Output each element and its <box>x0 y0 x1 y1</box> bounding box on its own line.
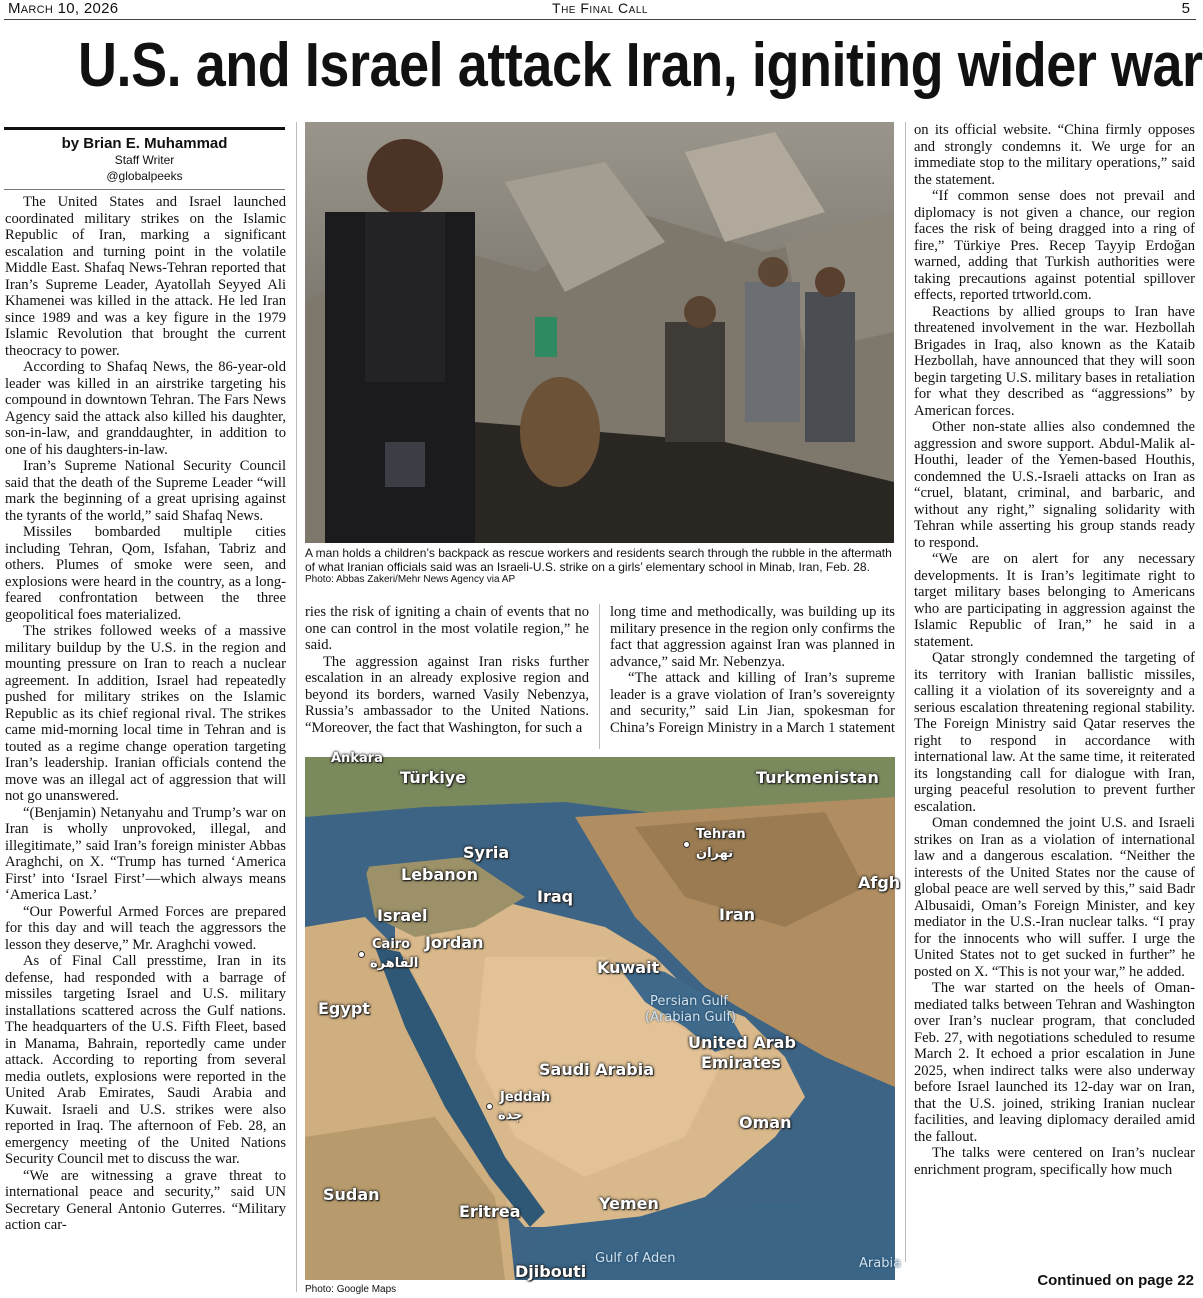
paragraph: Oman condemned the joint U.S. and Israeli strikes on Iran as a violation of international law and a dangerous escalation. “Neither the interests of the United States nor the cause of global peace are well served by this,” said Badr Albusaidi, Oman’s Foreign Minister, and key mediator in the U.S.-Iran nuclear talks. “I pray for the innocents who will suffer. I urge the United States not to get sucked in further” he posted on X. “This is not your war,” he added. <box>914 815 1195 980</box>
paragraph: Missiles bombarded multiple cities including Tehran, Qom, Isfahan, Tabriz and others. Plumes of smoke were seen, and explosions were heard in the country, as a long-feared confrontation between the three geopolitical foes materialized. <box>5 524 286 623</box>
map-credit: Photo: Google Maps <box>305 1284 397 1295</box>
paragraph: long time and methodically, was building up its military presence in the region only confirms the fact that aggression against Iran was planned in advance,” said Mr. Nebenzya. <box>610 604 895 670</box>
photo-caption: A man holds a children’s backpack as rescue workers and residents search through the rubble in the aftermath of what Iranian officials said was an Israeli-U.S. strike on a girls’ elementary school in Minab, Iran, Feb. 28. <box>305 546 892 574</box>
issue-date: March 10, 2026 <box>8 0 119 17</box>
cairo-marker <box>358 951 365 958</box>
map-label-turkmenistan: Turkmenistan <box>756 768 879 787</box>
byline-rule <box>4 189 285 190</box>
map-label-turkiye: Türkiye <box>400 768 467 787</box>
page-number: 5 <box>1181 0 1190 17</box>
map-label-arabian-gulf: (Arabian Gulf) <box>645 1010 737 1025</box>
folio-rule <box>4 19 1196 20</box>
middle-east-map <box>305 751 902 1281</box>
rubble-scene-image <box>305 122 894 543</box>
paragraph: The aggression against Iran risks further escalation in an already explosive region and beyond its borders, warned Vasily Nebenzya, Russia’s ambassador to the United Nations. “Moreover, the fact that Washington, for such a <box>305 653 589 736</box>
map-label-arabian-sea: Arabia <box>859 1256 902 1271</box>
map-label-sudan: Sudan <box>323 1185 380 1204</box>
map-label-iran: Iran <box>719 905 756 924</box>
byline-handle: @globalpeeks <box>106 169 183 183</box>
column-divider <box>905 122 906 1262</box>
paragraph: The war started on the heels of Oman-mediated talks between Tehran and Washington over Iran’s nuclear program, that concluded Feb. 27, with negotiations scheduled to resume March 2. It echoed a prior escalation in June 2025, when indirect talks were also underway before Israel launched its 12-day war on Iran, that the U.S. joined, striking Iranian nuclear facilities, and leaving diplomacy derailed amid the fallout. <box>914 980 1195 1145</box>
paragraph: “Our Powerful Armed Forces are prepared for this day and will teach the aggressors the lesson they deserve,” Mr. Araghchi vowed. <box>5 903 286 953</box>
map-label-djibouti: Djibouti <box>515 1262 587 1281</box>
map-label-oman: Oman <box>739 1113 792 1132</box>
map-label-afghanistan: Afgh <box>858 873 901 892</box>
paragraph: The strikes followed weeks of a massive military buildup by the U.S. in the region and mounting pressure on Iran to reach a nuclear agreement. In addition, Israel had repeatedly pushed for military strikes on the Islamic Republic as its chief regional rival. The strikes came mid-morning local time in Tehran and is touted as a regime change operation targeting Iran’s leadership. Iranian officials contend the move was an illegal act of aggression that will not go unanswered. <box>5 623 286 804</box>
paragraph: Other non-state allies also condemned the aggression and swore support. Abdul-Malik al-Houthi, leader of the Yemen-based Houthis, condemned the U.S.-Israeli attacks on Iran as “cruel, blatant, criminal, and barbaric, and without any right,” signaling solidarity with Tehran while asserting his group stands ready to respond. <box>914 419 1195 551</box>
jeddah-marker <box>486 1103 493 1110</box>
map-label-yemen: Yemen <box>599 1194 659 1213</box>
byline-author: by Brian E. Muhammad <box>61 135 228 152</box>
byline <box>4 127 285 184</box>
map-label-cairo: Cairo <box>372 937 411 952</box>
paragraph: “We are witnessing a grave threat to international peace and security,” said UN Secretary General Antonio Guterres. “Military action car- <box>5 1167 286 1233</box>
column-divider <box>599 604 600 749</box>
map-label-gulf-of-aden: Gulf of Aden <box>595 1251 676 1266</box>
map-label-uae-line1: United Arab <box>688 1033 796 1052</box>
paragraph: ries the risk of igniting a chain of events that no one can control in the most volatile region,” he said. <box>305 604 589 653</box>
map-label-kuwait: Kuwait <box>597 958 660 977</box>
paragraph: As of Final Call presstime, Iran in its defense, had responded with a barrage of missiles targeting Israel and U.S. military installations scattered across the Gulf nations. The headquarters of the U.S. Fifth Fleet, based in Manama, Bahrain, reportedly came under attack. According to reporting from several media outlets, explosions were reported in the United Arab Emirates, Saudi Arabia and Kuwait. Israeli and U.S. strikes were also reported in Iraq. The afternoon of Feb. 28, an emergency meeting of the United Nations Security Council met to discuss the war. <box>5 953 286 1167</box>
article-column-3 <box>610 604 895 749</box>
paragraph: “(Benjamin) Netanyahu and Trump’s war on Iran is wholly unprovoked, illegal, and illegitimate,” said Iran’s foreign minister Abbas Araghchi, on X. “Trump has turned ‘America First’ into ‘Israel First’—which always means ‘America Last.’ <box>5 804 286 903</box>
paragraph: The United States and Israel launched coordinated military strikes on the Islamic Republic of Iran, marking a significant escalation and turning point in the volatile Middle East. Shafaq News-Tehran reported that Iran’s Supreme Leader, Ayatollah Seyyed Ali Khamenei was killed in the attack. He led Iran since 1989 and was a key figure in the 1979 Islamic Revolution that brought the current theocracy to power. <box>5 194 286 359</box>
article-column-2 <box>305 604 589 749</box>
map-label-syria: Syria <box>463 843 510 862</box>
article-column-4 <box>914 122 1195 1262</box>
paragraph: Reactions by allied groups to Iran have threatened involvement in the war. Hezbollah Brigades in Iraq, also known as the Kataib Hezbollah, have announced that they will soon begin targeting U.S. military bases in retaliation for what they described as “aggressions” by American forces. <box>914 303 1195 419</box>
map-label-eritrea: Eritrea <box>459 1202 521 1221</box>
paragraph: The talks were centered on Iran’s nuclear enrichment program, specifically how much <box>914 1145 1195 1178</box>
map-label-iraq: Iraq <box>537 887 574 906</box>
map-label-saudi-arabia: Saudi Arabia <box>539 1060 655 1079</box>
paragraph: Iran’s Supreme National Security Council said that the death of the Supreme Leader “will mark the beginning of a great uprising against the tyrants of the world,” said Shafaq News. <box>5 458 286 524</box>
photo-caption-block <box>305 546 895 586</box>
map-label-tehran: Tehran <box>696 827 746 842</box>
column-divider <box>296 122 297 1292</box>
map-label-tehran-native: تهران <box>696 846 734 861</box>
map-label-persian-gulf: Persian Gulf <box>650 994 728 1009</box>
folio-bar <box>0 0 1200 20</box>
map-label-jeddah: Jeddah <box>500 1090 551 1105</box>
paragraph: on its official website. “China firmly opposes and strongly condemns it. We urge for an immediate stop to the military operations,” said the statement. <box>914 122 1195 188</box>
map-label-jordan: Jordan <box>425 933 484 952</box>
paragraph: Qatar strongly condemned the targeting of its territory with Iranian ballistic missiles, calling it a violation of its sovereignty and a serious escalation threatening regional stability. The Foreign Ministry said Qatar reserves the right to respond in accordance with international law. At the same time, it reiterated its longstanding call for dialogue with Iran, urging peaceful resolution to prevent further escalation. <box>914 650 1195 815</box>
publication-name: The Final Call <box>552 0 648 16</box>
map-label-uae-line2: Emirates <box>701 1053 781 1072</box>
map-label-israel: Israel <box>377 906 428 925</box>
continued-jump-line: Continued on page 22 <box>1037 1272 1194 1289</box>
rescue-photo <box>305 122 894 543</box>
article-column-1 <box>5 194 286 1296</box>
map-label-cairo-native: القاهرة <box>370 956 419 971</box>
paragraph: According to Shafaq News, the 86-year-old leader was killed in an airstrike targeting his compound in downtown Tehran. The Fars News Agency said the attack also killed his daughter, son-in-law, and granddaughter, in addition to one of his daughters-in-law. <box>5 359 286 458</box>
paragraph: “We are on alert for any necessary developments. It is Iran’s legitimate right to target military bases belonging to Americans who are participating in aggression against the Islamic Republic of Iran,” he said in a statement. <box>914 551 1195 650</box>
map-label-egypt: Egypt <box>318 999 370 1018</box>
photo-credit: Photo: Abbas Zakeri/Mehr News Agency via AP <box>305 574 516 585</box>
paragraph: “If common sense does not prevail and diplomacy is not given a chance, our region faces the risk of being dragged into a ring of fire,” Türkiye Pres. Recep Tayyip Erdoğan warned, adding that Turkish authorities were taking precautions against potential spillover effects, reported trtworld.com. <box>914 188 1195 303</box>
map-label-jeddah-native: جدة <box>498 1108 523 1123</box>
tehran-marker <box>683 841 690 848</box>
paragraph: “The attack and killing of Iran’s supreme leader is a grave violation of Iran’s sovereignty and security,” said Lin Jian, spokesman for China’s Foreign Ministry in a March 1 statement <box>610 670 895 736</box>
map-label-ankara: Ankara <box>331 751 383 766</box>
byline-role: Staff Writer <box>114 153 175 167</box>
map-label-lebanon: Lebanon <box>401 865 479 884</box>
headline: U.S. and Israel attack Iran, igniting wider war <box>78 31 1203 100</box>
